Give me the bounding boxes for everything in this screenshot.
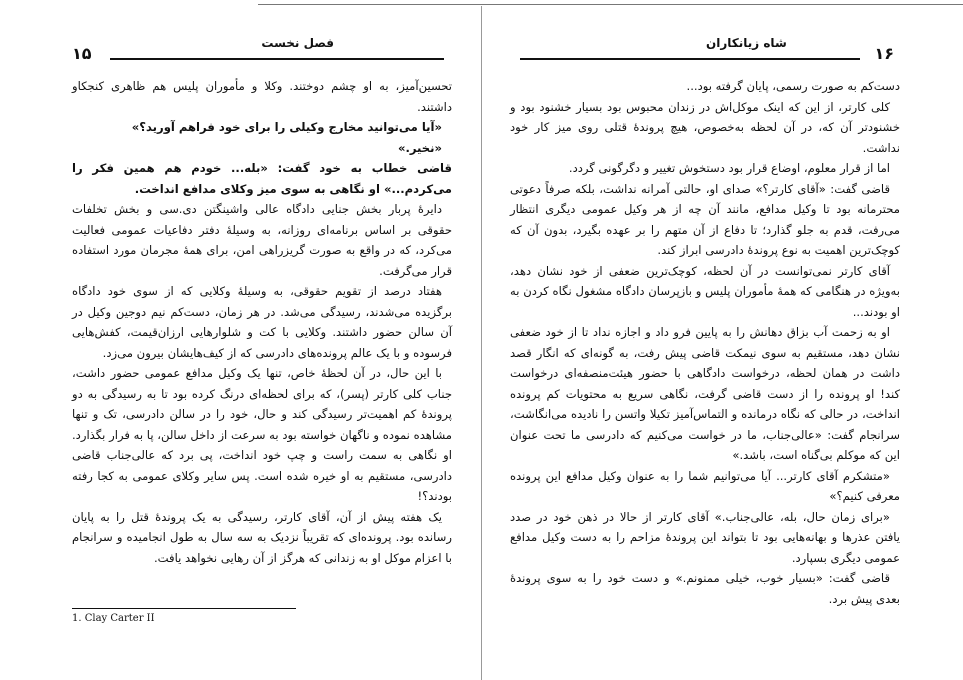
paragraph: قاضی گفت: «آقای کارتر؟» صدای او، حالتی آمرانه نداشت، بلکه صرفاً دعوتی محترمانه بود تا وکیل مدافع، مانند آن چه از هر وکیل عمومی دیگری انتظار می‌رفت، قدم به جلو گذارد؛ تا دفاع از آن متهم را بر عهده بگیرد، بدون آن که کوچک‌ترین اهمیت به نوع پروندهٔ دادرسی ابراز کند. xyxy=(510,181,900,257)
right-page-header xyxy=(510,34,900,64)
paragraph: آقای کارتر نمی‌توانست در آن لحظه، کوچک‌ترین ضعفی از خود نشان دهد، به‌ویژه در هنگامی که همهٔ مأموران پلیس و بازپرسان دادگاه مشغول نگاه کردن به او بودند... xyxy=(510,263,900,319)
left-page-header xyxy=(72,34,452,64)
page-number: ۱۵ xyxy=(72,44,92,63)
footnote: 1. Clay Carter II xyxy=(72,613,155,624)
paragraph: با این حال، در آن لحظهٔ خاص، تنها یک وکیل مدافع عمومی حضور داشت، جناب کلی کارتر (پسر)، که برای لحظه‌ای درنگ کرده بود تا به رسیدگی به دو پروندهٔ کم اهمیت‌تر رسیدگی کند و حال، خود را در سالن دادرسی، تک و تنها مشاهده نموده و ناگهان خواسته بود به سرعت از داخل سالن، پا به فرار بگذارد. او نگاهی به سمت راست و چپ خود انداخت، پی برد که عالی‌جناب قاضی دادرسی، مستقیم به او خیره شده است. پس سایر وکلای عمومی به کجا رفته بودند؟! xyxy=(72,366,452,503)
right-page-body xyxy=(510,76,900,609)
left-page xyxy=(72,0,452,680)
page-number: ۱۶ xyxy=(874,44,894,63)
paragraph: اما از قرار معلوم، اوضاع قرار بود دستخوش تغییر و دگرگونی گردد. xyxy=(568,161,890,175)
footnote-rule xyxy=(72,608,296,609)
left-page-body xyxy=(72,76,452,568)
paragraph: قاضی گفت: «بسیار خوب، خیلی ممنونم.» و دست خود را به سوی پروندهٔ بعدی پیش برد. xyxy=(510,571,900,606)
paragraph: دست‌کم به صورت رسمی، پایان گرفته بود... xyxy=(686,79,900,93)
header-rule xyxy=(520,58,860,60)
paragraph: یک هفته پیش از آن، آقای کارتر، رسیدگی به یک پروندهٔ قتل را به پایان رسانده بود. پرونده‌ای که تقریباً نزدیک به سه سال به طول انجامیده و سرانجام با اعزام موکل او به زندانی که هرگز از آن رهایی نخواهد یافت. xyxy=(72,509,452,565)
page-gutter xyxy=(481,6,482,680)
paragraph: تحسین‌آمیز، به او چشم دوختند. وکلا و مأموران پلیس هم ظاهری کنجکاو داشتند. xyxy=(72,79,452,114)
paragraph: «متشکرم آقای کارتر... آیا می‌توانیم شما را به عنوان وکیل مدافع این پرونده معرفی کنیم؟» xyxy=(510,468,900,503)
paragraph: قاضی خطاب به خود گفت: «بله... خودم هم همین فکر را می‌کردم...» او نگاهی به سوی میز وکلای مدافع انداخت. xyxy=(72,161,452,196)
paragraph: «آیا می‌توانید مخارج وکیلی را برای خود فراهم آورید؟» xyxy=(131,120,442,134)
paragraph: هفتاد درصد از تقویم حقوقی، به وسیلهٔ وکلایی که از سوی خود دادگاه برگزیده می‌شدند، رسیدگی می‌شد. در هر زمان، دست‌کم نیم دوجین وکیل در آن سالن حضور داشتند. وکلایی با کت و شلوارهایی ارزان‌قیمت، کفش‌هایی فرسوده و با یک عالم پرونده‌های دادرسی که از کیف‌هایشان بیرون می‌زد. xyxy=(72,284,452,360)
header-rule xyxy=(110,58,444,60)
running-title: شاه زیانکاران xyxy=(706,36,787,50)
right-page xyxy=(510,0,900,680)
paragraph: او به زحمت آب بزاق دهانش را به پایین فرو داد و اجازه نداد تا از خود ضعفی نشان دهد، مستقیم به سوی نیمکت قاضی پیش رفت، به گونه‌ای که انگار قصد داشت در همان لحظه، درخواست دادگاهی با حضور هیئت‌منصفه‌ای درخواست کند! او پرونده را از دست قاضی گرفت، نگاهی سریع به محتویات کم پرونده انداخت، در حالی که نگاه درمانده و التماس‌آمیز تکیلا واتسن را نادیده می‌انگاشت، سرانجام گفت: «عالی‌جناب، ما در خواست می‌کنیم که دادرسی ما تحت عنوان این که موکلم بی‌گناه است، باشد.» xyxy=(510,325,900,462)
paragraph: کلی کارتر، از این که اینک موکل‌اش در زندان محبوس بود بسیار خشنود بود و خشنودتر آن که، در آن لحظه به‌خصوص، هیچ پروندهٔ قتلی روی میز کار خود نداشت. xyxy=(510,99,900,155)
running-title: فصل نخست xyxy=(261,36,334,50)
paragraph: دایرهٔ پربار بخش جنایی دادگاه عالی واشینگتن دی.سی و بخش تخلفات حقوقی بر اساس برنامه‌ای روزانه، به وسیلهٔ دفتر دفاعیات عمومی فعالیت می‌کرد، که در واقع به صورت گریزراهی امن، برای همهٔ مجرمان مورد استفاده قرار می‌گرفت. xyxy=(72,202,452,278)
paragraph: «نخیر.» xyxy=(397,140,442,155)
paragraph: «برای زمان حال، بله، عالی‌جناب.» آقای کارتر از حالا در ذهن خود در صدد یافتن عذرها و بهانه‌هایی بود تا بتواند این پروندهٔ مزاحم را به دست وکیل مدافع عمومی دیگری بسپارد. xyxy=(510,509,900,565)
